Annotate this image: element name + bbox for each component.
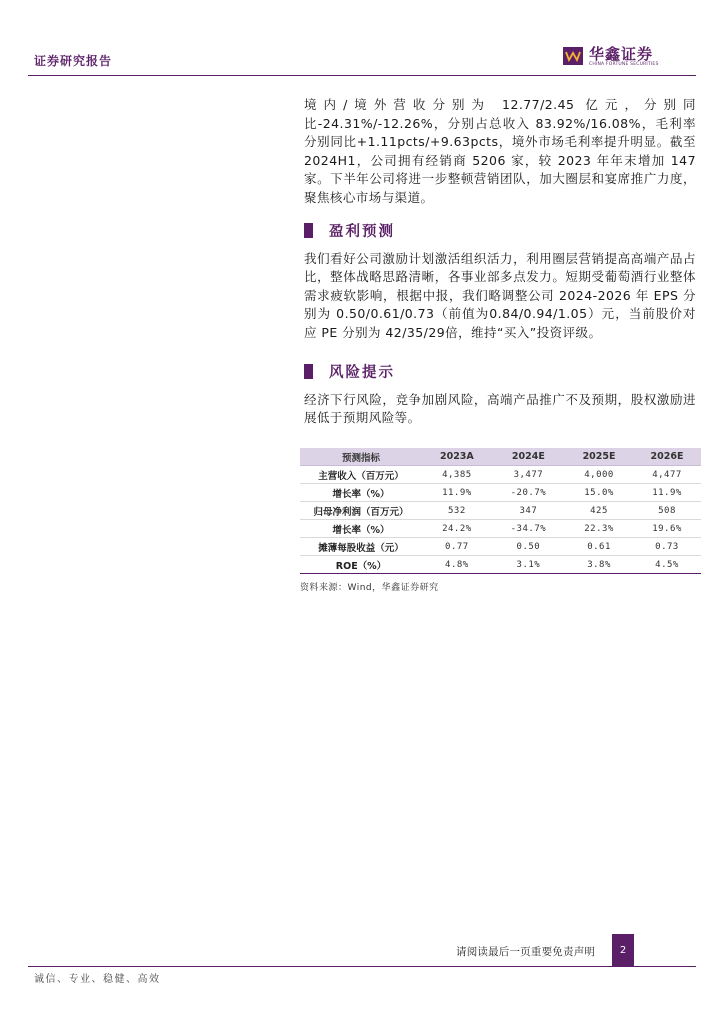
- table-cell: 3,477: [492, 466, 565, 484]
- company-motto: 诚信、专业、稳健、高效: [34, 974, 161, 985]
- row-label: 摊薄每股收益（元）: [300, 538, 422, 556]
- table-cell: 4,477: [633, 466, 701, 484]
- table-row: [300, 556, 701, 574]
- table-cell: 24.2%: [422, 520, 492, 538]
- row-label: 增长率（%）: [300, 484, 422, 502]
- risk-paragraph: 经济下行风险，竞争加剧风险，高端产品推广不及预期，股权激励进展低于预期风险等。: [304, 391, 696, 426]
- table-cell: -20.7%: [492, 484, 565, 502]
- table-cell: 347: [492, 502, 565, 520]
- forecast-section-title: 盈利预测: [329, 223, 395, 241]
- table-cell: 3.8%: [565, 556, 633, 574]
- table-cell: 4.5%: [633, 556, 701, 574]
- table-cell: 4,385: [422, 466, 492, 484]
- table-row: [300, 466, 701, 484]
- risk-section-heading: [304, 361, 696, 383]
- table-header-row: [300, 448, 701, 466]
- header-divider: [28, 75, 696, 76]
- risk-section-title: 风险提示: [329, 364, 395, 382]
- table-row: [300, 538, 701, 556]
- table-row: [300, 520, 701, 538]
- company-logo: [563, 44, 663, 72]
- section-marker-icon: [304, 364, 313, 379]
- table-cell: 508: [633, 502, 701, 520]
- table-header-cell: 2023A: [422, 448, 492, 466]
- main-content: [304, 96, 696, 428]
- logo-mark-icon: [563, 47, 583, 65]
- table-cell: 4,000: [565, 466, 633, 484]
- table-cell: 19.6%: [633, 520, 701, 538]
- table-cell: 532: [422, 502, 492, 520]
- table-source-note: 资料来源：Wind，华鑫证券研究: [300, 583, 439, 593]
- table-cell: 4.8%: [422, 556, 492, 574]
- table-row: [300, 502, 701, 520]
- row-label: 归母净利润（百万元）: [300, 502, 422, 520]
- table-header-cell: 2026E: [633, 448, 701, 466]
- logo-english-name: CHINA FORTUNE SECURITIES: [589, 62, 659, 67]
- table-header-cell: 2024E: [492, 448, 565, 466]
- page-number: 2: [612, 934, 634, 967]
- forecast-table: [300, 448, 701, 574]
- table-header-cell: 预测指标: [300, 448, 422, 466]
- table-header-cell: 2025E: [565, 448, 633, 466]
- section-marker-icon: [304, 223, 313, 238]
- footer-divider: [28, 966, 696, 967]
- table-cell: 11.9%: [422, 484, 492, 502]
- table-cell: 0.77: [422, 538, 492, 556]
- forecast-section-heading: [304, 220, 696, 242]
- table-cell: 3.1%: [492, 556, 565, 574]
- table-cell: 425: [565, 502, 633, 520]
- intro-paragraph: 境内/境外营收分别为 12.77/2.45 亿元，分别同比-24.31%/-12.26%，分别占总收入 83.92%/16.08%，毛利率分别同比+1.11pcts/+9.63pcts，境外市场毛利率提升明显。截至2024H1，公司拥有经销商 5206 家，较 2023 年年末增加 147家。下半年公司将进一步整顿营销团队，加大圈层和宴席推广力度，聚焦核心市场与渠道。: [304, 97, 696, 205]
- forecast-paragraph: 我们看好公司激励计划激活组织活力，利用圈层营销提高高端产品占比，整体战略思路清晰，各事业部多点发力。短期受葡萄酒行业整体需求疲软影响，根据中报，我们略调整公司 2024-2026 年 EPS 分别为 0.50/0.61/0.73（前值为0.84/0.94/1.05）元，当前股价对应 PE 分别为 42/35/29倍，维持“买入”投资评级。: [304, 250, 696, 340]
- table-row: [300, 484, 701, 502]
- disclaimer-notice: 请阅读最后一页重要免责声明: [456, 946, 596, 958]
- table-cell: -34.7%: [492, 520, 565, 538]
- table-cell: 0.73: [633, 538, 701, 556]
- row-label: 主营收入（百万元）: [300, 466, 422, 484]
- row-label: 增长率（%）: [300, 520, 422, 538]
- row-label: ROE（%）: [300, 556, 422, 574]
- report-type-label: 证券研究报告: [34, 54, 113, 68]
- table-cell: 15.0%: [565, 484, 633, 502]
- table-cell: 11.9%: [633, 484, 701, 502]
- table-cell: 0.61: [565, 538, 633, 556]
- logo-chinese-name: 华鑫证券: [589, 45, 654, 63]
- table-cell: 22.3%: [565, 520, 633, 538]
- table-cell: 0.50: [492, 538, 565, 556]
